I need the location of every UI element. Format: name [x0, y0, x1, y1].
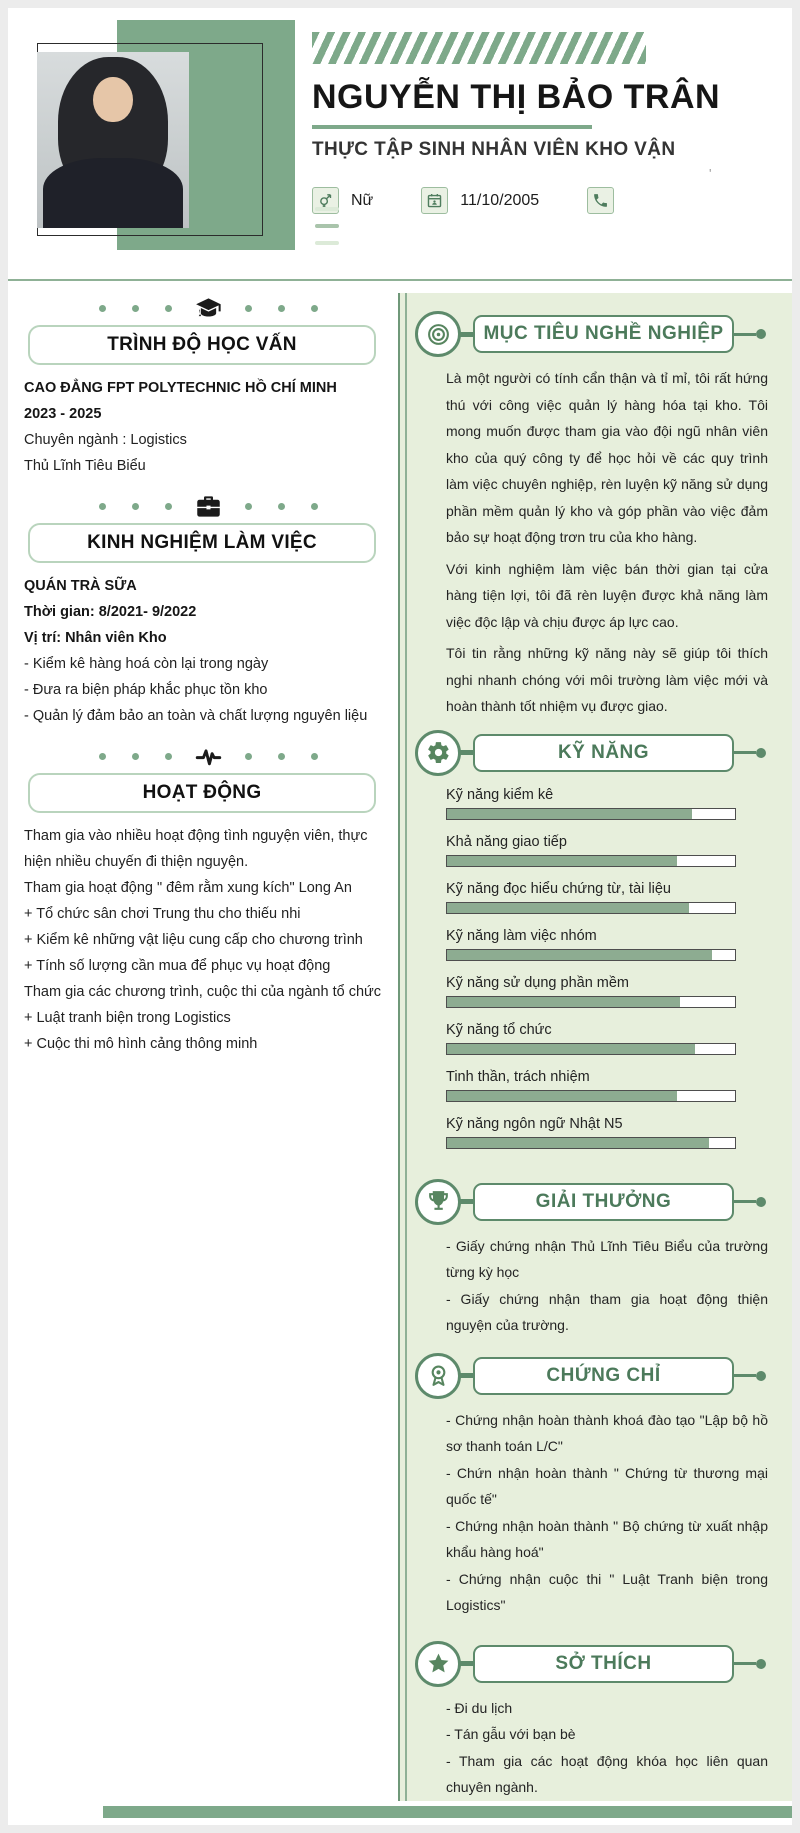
graduation-cap-icon [195, 295, 222, 322]
job-title: THỰC TẬP SINH NHÂN VIÊN KHO VẬN [312, 139, 676, 160]
skill-item [446, 970, 768, 1008]
activity-line: + Tính số lượng cần mua để phục vụ hoạt động [24, 958, 331, 974]
left-column [8, 281, 398, 1801]
certificate-line: - Chứn nhận hoàn thành " Chứng từ thương mại quốc tế" [446, 1464, 768, 1507]
name-underline [312, 125, 592, 129]
education-icon-row [24, 293, 392, 323]
phone-icon [587, 187, 614, 214]
skill-item [446, 1064, 768, 1102]
activity-line: + Cuộc thi mô hình cảng thông minh [24, 1036, 258, 1052]
stray-mark: ' [709, 166, 712, 181]
hobbies-content [446, 1695, 768, 1801]
activity-line: + Tổ chức sân chơi Trung thu cho thiếu nhi [24, 906, 301, 922]
skills-list [446, 782, 768, 1149]
experience-line: - Kiểm kê hàng hoá còn lại trong ngày [24, 656, 269, 672]
activities-icon-row [24, 741, 392, 771]
skill-label: Khả năng giao tiếp [446, 833, 567, 850]
certificates-heading: CHỨNG CHỈ [473, 1357, 734, 1395]
pulse-icon [195, 743, 222, 770]
candidate-name: NGUYỄN THỊ BẢO TRÂN [312, 78, 721, 116]
contact-row [312, 187, 778, 214]
bottom-accent-strip [103, 1806, 792, 1818]
experience-line: - Quản lý đảm bảo an toàn và chất lượng nguyên liệu [24, 708, 368, 724]
dash [315, 241, 339, 245]
contact-birthday [421, 187, 539, 214]
birthday-value: 11/10/2005 [460, 191, 540, 209]
skill-bar-fill [447, 903, 689, 913]
awards-heading: GIẢI THƯỞNG [473, 1183, 734, 1221]
dash [315, 224, 339, 228]
experience-line: Thời gian: 8/2021- 9/2022 [24, 604, 197, 620]
certificates-header [415, 1353, 780, 1399]
dash [315, 207, 339, 211]
skill-bar-fill [447, 1138, 709, 1148]
hobby-line: - Tham gia các hoạt động khóa học liên quan chuyên ngành. [446, 1752, 768, 1795]
body-columns [8, 281, 792, 1801]
skill-bar [446, 996, 736, 1008]
header-tail-dot [756, 1371, 766, 1381]
skill-item [446, 923, 768, 961]
skill-bar [446, 808, 736, 820]
header-tail-line [734, 1662, 756, 1665]
skill-label: Tinh thần, trách nhiệm [446, 1068, 590, 1085]
skill-bar-fill [447, 856, 677, 866]
medal-icon [415, 1353, 461, 1399]
skill-item [446, 1017, 768, 1055]
activity-line: Tham gia vào nhiều hoạt động tình nguyện viên, thực hiện nhiều chuyến đi thiện nguyện. [24, 828, 368, 870]
skill-bar-fill [447, 997, 680, 1007]
award-line: - Giấy chứng nhận tham gia hoạt động thiện nguyện của trường. [446, 1290, 768, 1333]
skill-label: Kỹ năng ngôn ngữ Nhật N5 [446, 1115, 623, 1132]
briefcase-icon [195, 493, 222, 520]
hobby-line: - Tán gẫu với bạn bè [446, 1726, 576, 1742]
resume-page [8, 8, 792, 1825]
objective-header [415, 311, 780, 357]
header-tail-dot [756, 748, 766, 758]
skill-item [446, 782, 768, 820]
star-icon [415, 1641, 461, 1687]
header-tail-line [734, 751, 756, 754]
hatch-stripes [312, 32, 646, 64]
profile-photo [37, 52, 189, 228]
skill-label: Kỹ năng tổ chức [446, 1021, 552, 1038]
skill-bar-fill [447, 1091, 677, 1101]
experience-line: QUÁN TRÀ SỮA [24, 578, 137, 594]
skill-label: Kỹ năng làm việc nhóm [446, 927, 597, 944]
header-tail-dot [756, 329, 766, 339]
skill-item [446, 876, 768, 914]
gender-value: Nữ [351, 191, 374, 209]
certificates-content [446, 1407, 768, 1619]
photo-face [93, 77, 133, 123]
header-tail-line [734, 333, 756, 336]
objective-heading: MỤC TIÊU NGHỀ NGHIỆP [473, 315, 734, 353]
education-line: 2023 - 2025 [24, 406, 102, 422]
award-line: - Giấy chứng nhận Thủ Lĩnh Tiêu Biểu của trường từng kỳ học [446, 1237, 768, 1280]
certificate-line: - Chứng nhận hoàn thành " Bộ chứng từ xuất nhập khẩu hàng hoá" [446, 1517, 768, 1560]
calendar-icon [421, 187, 448, 214]
skill-item [446, 1111, 768, 1149]
skills-header [415, 730, 780, 776]
skill-bar [446, 1043, 736, 1055]
header-tail-dot [756, 1197, 766, 1207]
hobby-line: - Đi du lịch [446, 1699, 513, 1716]
right-panel [398, 293, 792, 1801]
experience-line: Vị trí: Nhân viên Kho [24, 630, 167, 646]
skill-bar-fill [447, 950, 712, 960]
header-tail-dot [756, 1659, 766, 1669]
awards-header [415, 1179, 780, 1225]
experience-heading: KINH NGHIỆM LÀM VIỆC [28, 523, 376, 563]
skill-bar-fill [447, 1044, 695, 1054]
activity-line: + Luật tranh biện trong Logistics [24, 1010, 231, 1026]
skill-bar [446, 902, 736, 914]
hobbies-header [415, 1641, 780, 1687]
education-line: Thủ Lĩnh Tiêu Biểu [24, 458, 146, 474]
activity-line: + Kiểm kê những vật liệu cung cấp cho chương trình [24, 932, 363, 948]
experience-content [24, 573, 392, 729]
skill-label: Kỹ năng kiểm kê [446, 786, 554, 803]
header-right [312, 32, 778, 214]
awards-content [446, 1233, 768, 1339]
target-icon [415, 311, 461, 357]
skill-label: Kỹ năng sử dụng phần mềm [446, 974, 630, 991]
objective-paragraph: Tôi tin rằng những kỹ năng này sẽ giúp tôi thích nghi nhanh chóng với môi trường làm việc mới và hoàn thành tốt nhiệm vụ được giao. [446, 645, 768, 714]
experience-line: - Đưa ra biện pháp khắc phục tồn kho [24, 682, 268, 698]
activity-line: Tham gia các chương trình, cuộc thi của ngành tổ chức [24, 984, 381, 1000]
objective-paragraph: Với kinh nghiệm làm việc bán thời gian tại cửa hàng tiện lợi, tôi đã rèn luyện được khả năng làm việc độc lập và chịu được áp lực cao. [446, 560, 768, 630]
header-connector [459, 1373, 473, 1378]
hobbies-heading: SỞ THÍCH [473, 1645, 734, 1683]
education-content [24, 375, 392, 479]
objective-paragraph: Là một người có tính cẩn thận và tỉ mỉ, tôi rất hứng thú với công việc quản lý hàng hóa tại kho. Tôi mong muốn được tham gia vào đội ngũ nhân viên kho của quý công ty để học hỏi về các quy trình làm việc chuyên nghiệp, rèn luyện kỹ năng sử dụng phần mềm quản lý kho và góp phần vào việc đảm bảo sự hoạt động trơn tru của kho hàng. [446, 370, 768, 545]
certificate-line: - Chứng nhận hoàn thành khoá đào tạo "Lập bộ hồ sơ thanh toán L/C" [446, 1411, 768, 1454]
activity-line: Tham gia hoạt động " đêm rằm xung kích" Long An [24, 880, 352, 896]
trophy-icon [415, 1179, 461, 1225]
education-line: CAO ĐẲNG FPT POLYTECHNIC HỒ CHÍ MINH [24, 380, 337, 396]
skill-bar [446, 949, 736, 961]
header [8, 8, 792, 279]
skill-bar [446, 1137, 736, 1149]
skill-item [446, 829, 768, 867]
certificate-line: - Chứng nhận cuộc thi " Luật Tranh biện trong Logistics" [446, 1570, 768, 1613]
skill-bar [446, 1090, 736, 1102]
skill-bar [446, 855, 736, 867]
skills-heading: KỸ NĂNG [473, 734, 734, 772]
skill-label: Kỹ năng đọc hiểu chứng từ, tài liệu [446, 880, 671, 897]
education-line: Chuyên ngành : Logistics [24, 432, 187, 448]
contact-phone [587, 187, 626, 214]
header-connector [459, 332, 473, 337]
education-heading: TRÌNH ĐỘ HỌC VẤN [28, 325, 376, 365]
gear-icon [415, 730, 461, 776]
header-connector [459, 750, 473, 755]
header-tail-line [734, 1374, 756, 1377]
photo-jacket [43, 158, 183, 228]
activities-heading: HOẠT ĐỘNG [28, 773, 376, 813]
empty-contact-dashes [315, 194, 339, 245]
skill-bar-fill [447, 809, 692, 819]
header-connector [459, 1199, 473, 1204]
header-tail-line [734, 1200, 756, 1203]
experience-icon-row [24, 491, 392, 521]
header-connector [459, 1661, 473, 1666]
objective-content [446, 365, 768, 720]
activities-content [24, 823, 392, 1057]
